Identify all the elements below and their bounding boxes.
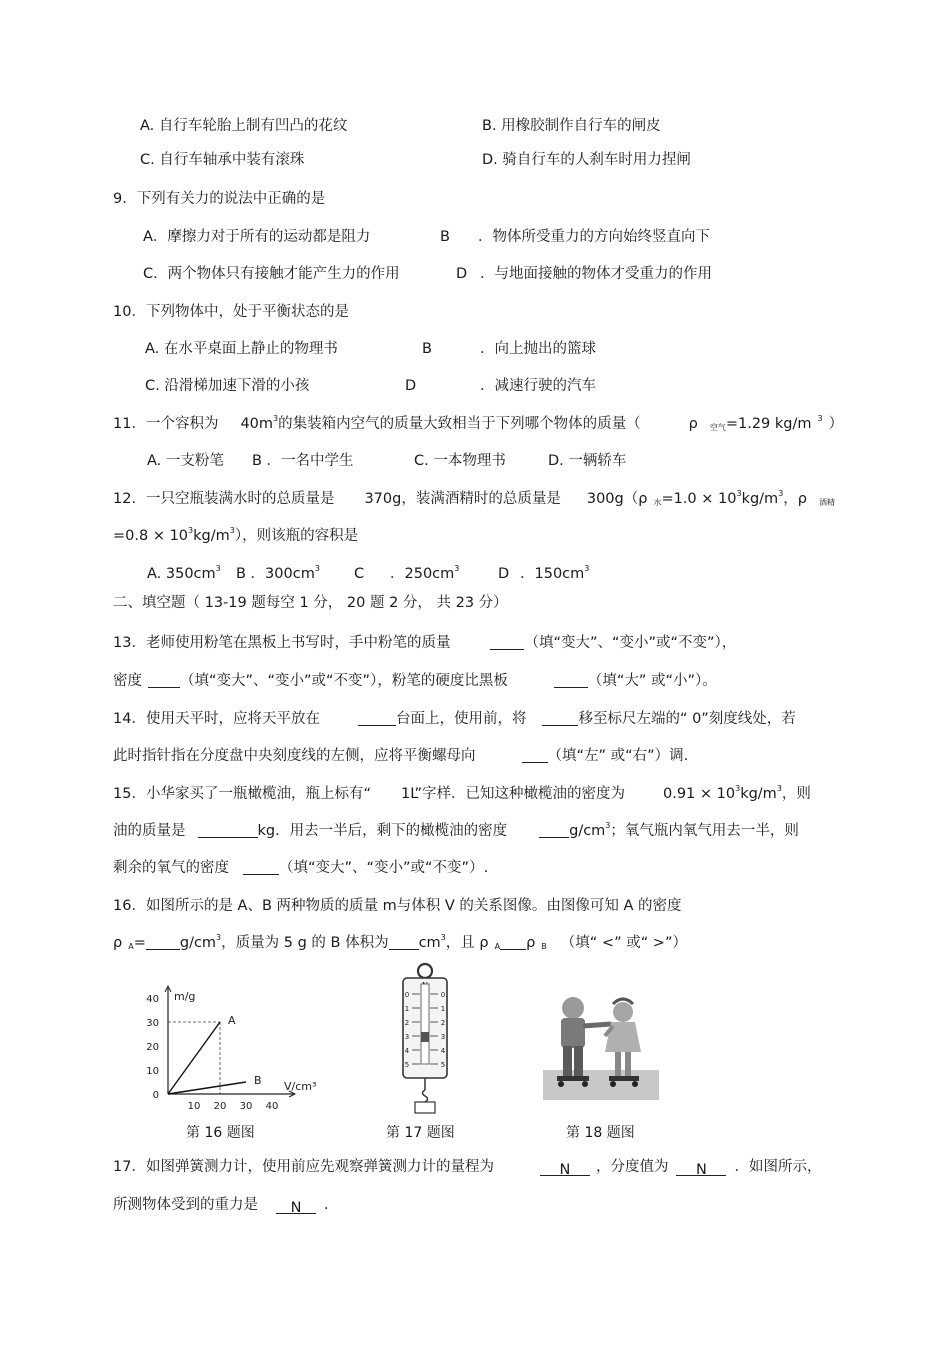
y-tick-label: 10 xyxy=(146,1066,159,1077)
fig16-caption: 第 16 题图 xyxy=(186,1125,255,1141)
scale-hook xyxy=(423,1090,428,1102)
boy-head xyxy=(562,997,584,1019)
q13-blank-mass[interactable] xyxy=(490,634,524,650)
y-tick-label: 30 xyxy=(146,1018,159,1029)
q11-stem: 11．一个容积为 $40m^3$的集装箱内空气的质量大致相当于下列哪个物体的质量（ ρ $_{空气}$=1.29 kg/m $^3$ ） xyxy=(113,414,844,432)
q14-blank-surface[interactable] xyxy=(358,710,396,726)
q15-line3: 剩余的氧气的密度 （填“变大”、“变小”或“不变”）. xyxy=(113,860,489,876)
fig17-caption: 第 17 题图 xyxy=(386,1125,455,1141)
scale-slot xyxy=(421,984,429,1064)
y-tick-label: 20 xyxy=(146,1042,159,1053)
q8-option-d: D. 骑自行车的人刹车时用力捏闸 xyxy=(482,152,691,168)
q11-option-c: C. 一本物理书 xyxy=(414,453,506,469)
q16-blank-volume-b[interactable] xyxy=(389,934,419,950)
boy-leg-right xyxy=(574,1046,583,1076)
q11-stem-3: 的集装箱内空气的质量大致相当于下列哪个物体的质量（ xyxy=(278,416,641,432)
scale-tick-label: 5 xyxy=(404,1061,410,1069)
q17-line2: 所测物体受到的重力是 N . xyxy=(113,1197,329,1216)
q13-line2: 密度 （填“变大”、“变小”或“不变”），粉笔的硬度比黑板 （填“大” 或“小”）。 xyxy=(113,673,717,689)
q10-option-d: ．减速行驶的汽车 xyxy=(480,378,596,394)
q15-blank-oil-density[interactable] xyxy=(539,822,569,838)
scale-weight-block xyxy=(415,1102,435,1113)
girl-leg-left xyxy=(615,1052,621,1076)
q9-option-b: ．物体所受重力的方向始终竖直向下 xyxy=(478,229,710,245)
q13-blank-density[interactable] xyxy=(148,672,180,688)
q13-blank-hardness[interactable] xyxy=(554,672,588,688)
q11-value: =1.29 kg/m xyxy=(725,416,812,432)
q12-option-c-letter: C xyxy=(354,566,365,582)
q10-option-a: A. 在水平桌面上静止的物理书 xyxy=(145,341,338,357)
mass-volume-chart xyxy=(140,980,340,1115)
girl-leg-right xyxy=(625,1052,631,1076)
q14-line1: 14．使用天平时，应将天平放在 台面上，使用前，将 移至标尺左端的“ 0”刻度线处，若 xyxy=(113,711,796,727)
scale-ring xyxy=(418,964,432,978)
q15-line2: 油的质量是 kg．用去一半后，剩下的橄榄油的密度 $g/cm^3$；氧气瓶内氧气用去一半，则 xyxy=(113,821,799,839)
scale-tick-label: 4 xyxy=(404,1047,410,1055)
x-tick-label: 10 xyxy=(187,1101,201,1112)
q11-option-b: B ．一名中学生 xyxy=(252,453,354,469)
q10-option-b-letter: B xyxy=(422,341,432,357)
q10-option-d-letter: D xyxy=(405,378,417,394)
x-tick-label: 40 xyxy=(265,1101,279,1112)
q9-option-a: A．摩擦力对于所有的运动都是阻力 xyxy=(143,229,371,245)
y-tick-label: 40 xyxy=(146,994,159,1005)
q11-volume: 40m xyxy=(240,416,274,432)
q16-blank-compare[interactable] xyxy=(500,934,526,950)
q8-option-c: C. 自行车轴承中装有滚珠 xyxy=(140,152,305,168)
q11-rho-sub: 空气 xyxy=(709,423,726,432)
scale-tick-label: 2 xyxy=(404,1019,410,1027)
q14-line2: 此时指针指在分度盘中央刻度线的左侧，应将平衡螺母向 （填“左” 或“右”）调. xyxy=(113,748,689,764)
q11-option-a: A. 一支粉笔 xyxy=(147,453,224,469)
q12-option-a: A. $350cm^3$ xyxy=(147,564,221,582)
series-line-a xyxy=(168,1022,220,1094)
series-label-b: B xyxy=(254,1074,262,1087)
scale-tick-label: 0 xyxy=(404,991,410,999)
q16-line1: 16．如图所示的是 A、B 两种物质的质量 m与体积 V 的关系图像。由图像可知 A 的密度 xyxy=(113,898,682,914)
q12-option-b: B ．$300cm^3$ xyxy=(236,564,320,582)
q16-blank-density-a[interactable] xyxy=(146,934,180,950)
q14-blank-rider[interactable] xyxy=(542,710,578,726)
skaters-figure xyxy=(543,990,659,1100)
q12-stem-line2: $=0.8 \times 10^3kg/m^3$），则该瓶的容积是 xyxy=(113,526,359,544)
q11-stem-1: 11．一个容积为 xyxy=(113,416,219,432)
q9-option-b-letter: B xyxy=(440,229,450,245)
scale-tick-label: 4 xyxy=(440,1047,446,1055)
series-line-b xyxy=(168,1082,246,1094)
q15-blank-oil-mass[interactable] xyxy=(198,822,258,838)
q12-option-d-letter: D xyxy=(498,566,510,582)
girl-skates xyxy=(609,1076,639,1081)
q10-option-b: ．向上抛出的篮球 xyxy=(480,341,596,357)
scale-tick-label: 3 xyxy=(404,1033,410,1041)
boy-arms xyxy=(583,1024,611,1026)
scale-tick-label: 0 xyxy=(440,991,446,999)
boy-body xyxy=(561,1018,585,1048)
q9-stem: 9．下列有关力的说法中正确的是 xyxy=(113,191,326,207)
q10-stem: 10．下列物体中，处于平衡状态的是 xyxy=(113,304,349,320)
q9-option-d: ．与地面接触的物体才受重力的作用 xyxy=(480,266,712,282)
q16-line2: ρ $_A= g/cm^3$，质量为 5 g 的 B 体积为 $cm^3$，且 ρ $_A$ ρ $_B$ （填“ <” 或“ >”） xyxy=(113,933,687,951)
q17-blank-range[interactable]: N xyxy=(540,1160,590,1176)
q17-line1: 17．如图弹簧测力计，使用前应先观察弹簧测力计的量程为 N ，分度值为 N ．如图所示， xyxy=(113,1159,822,1178)
q9-option-c: C．两个物体只有接触才能产生力的作用 xyxy=(143,266,400,282)
q17-blank-gravity[interactable]: N xyxy=(276,1198,316,1214)
q8-option-b: B. 用橡胶制作自行车的闸皮 xyxy=(482,118,661,134)
q8-option-a: A. 自行车轮胎上制有凹凸的花纹 xyxy=(140,118,348,134)
q13-line1: 13．老师使用粉笔在黑板上书写时，手中粉笔的质量 （填“变大”、“变小”或“不变”）， xyxy=(113,635,737,651)
scale-tick-label: 1 xyxy=(440,1005,446,1013)
boy-leg-left xyxy=(563,1046,572,1076)
q10-option-c: C. 沿滑梯加速下滑的小孩 xyxy=(145,378,310,394)
q12-stem-line1: 12．一只空瓶装满水时的总质量是 370g，装满酒精时的总质量是 300g（ρ $_水=1.0 \times 10^3kg/m^3$，ρ $_{酒精}$ xyxy=(113,489,835,507)
q11-option-d: D. 一辆轿车 xyxy=(548,453,627,469)
q15-line1: 15．小华家买了一瓶橄榄油，瓶上标有“ 1L”字样．已知这种橄榄油的密度为 $0.91 \times 10^3kg/m^3$，则 xyxy=(113,784,811,802)
spring-scale-figure xyxy=(395,962,455,1114)
x-tick-label: 30 xyxy=(239,1101,253,1112)
q12-option-c: ．$250cm^3$ xyxy=(390,564,460,582)
q9-option-d-letter: D xyxy=(456,266,468,282)
x-axis-label: V/cm³ xyxy=(284,1080,317,1093)
scale-tick-label: 1 xyxy=(404,1005,410,1013)
scale-tick-label: 3 xyxy=(440,1033,446,1041)
q12-option-d: ．$150cm^3$ xyxy=(520,564,590,582)
q17-blank-division[interactable]: N xyxy=(676,1160,726,1176)
q14-blank-direction[interactable] xyxy=(522,747,548,763)
y-axis-label: m/g xyxy=(174,990,196,1003)
section-title: 二、填空题（ 13-19 题每空 1 分， 20 题 2 分， 共 23 分） xyxy=(113,595,508,611)
scale-tick-label: 5 xyxy=(440,1061,446,1069)
scale-pointer xyxy=(421,1032,429,1042)
boy-skates xyxy=(557,1076,589,1081)
q11-rho: ρ xyxy=(688,416,698,432)
x-tick-label: 20 xyxy=(213,1101,227,1112)
fig18-caption: 第 18 题图 xyxy=(566,1125,635,1141)
q15-blank-oxygen[interactable] xyxy=(243,859,279,875)
girl-head xyxy=(613,1002,633,1022)
y-tick-label: 0 xyxy=(152,1090,159,1101)
series-label-a: A xyxy=(228,1014,236,1027)
scale-tick-label: 2 xyxy=(440,1019,446,1027)
